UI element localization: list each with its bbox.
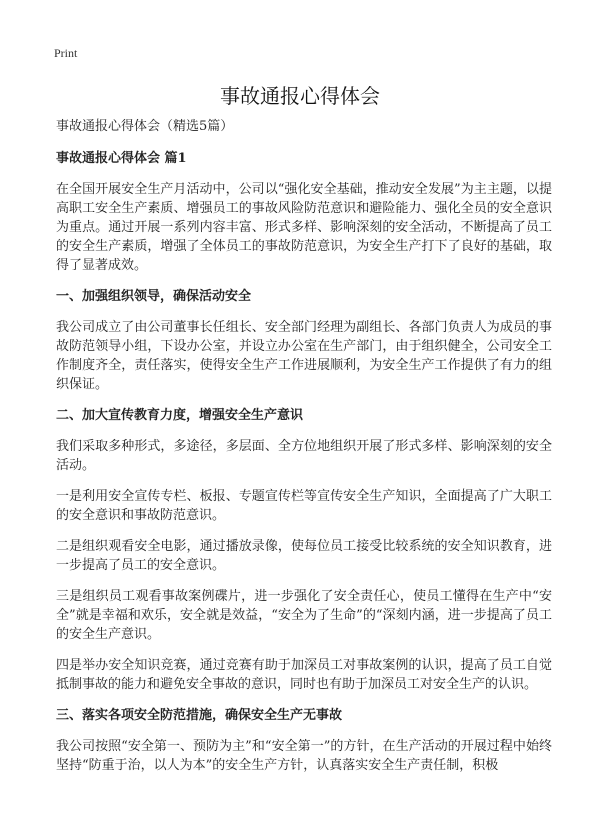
section-heading: 事故通报心得体会 篇1	[56, 151, 187, 166]
heading-1: 一、加强组织领导，确保活动安全	[56, 289, 252, 304]
paragraph-3: 一是利用安全宣传专栏、板报、专题宣传栏等宣传安全生产知识，全面提高了广大职工的安全意识和事故防范意识。	[56, 489, 552, 523]
print-link[interactable]: Print	[54, 46, 78, 60]
paragraph-5: 三是组织员工观看事故案例碟片，进一步强化了安全责任心，使员工懂得在生产中“安全”就是幸福和欢乐，安全就是效益，“安全为了生命”的“深刻内涵，进一步提高了员工的安全生产意识。	[56, 589, 552, 642]
paragraph-4: 二是组织观看安全电影，通过播放录像，使每位员工接受比较系统的安全知识教育，进一步提高了员工的安全意识。	[56, 539, 552, 573]
heading-2: 二、加大宣传教育力度，增强安全生产意识	[56, 408, 304, 423]
paragraph-1: 我公司成立了由公司董事长任组长、安全部门经理为副组长、各部门负责人为成员的事故防范领导小组，下设办公室，并设立办公室在生产部门，由于组织健全，公司安全工作制度齐全，责任落实，使得安全生产工作进展顺利，为安全生产工作提供了有力的组织保证。	[56, 320, 552, 392]
intro-paragraph: 在全国开展安全生产月活动中，公司以“强化安全基础，推动安全发展”为主主题，以提高职工安全生产素质、增强员工的事故风险防范意识和避险能力、强化全员的安全意识为重点。通过开展一系列内容丰富、形式多样、影响深刻的安全活动，不断提高了员工的安全生产素质，增强了全体员工的事故防范意识，为安全生产打下了良好的基础，取得了显著成效。	[56, 182, 552, 273]
page-title: 事故通报心得体会	[220, 84, 380, 108]
heading-3: 三、落实各项安全防范措施，确保安全生产无事故	[56, 708, 343, 723]
document-subtitle: 事故通报心得体会（精选5篇）	[56, 119, 234, 134]
document-body	[56, 117, 552, 787]
paragraph-6: 四是举办安全知识竞赛，通过竞赛有助于加深员工对事故案例的认识，提高了员工自觉抵制事故的能力和避免安全事故的意识，同时也有助于加深员工对安全生产的认识。	[56, 658, 552, 692]
paragraph-2: 我们采取多种形式，多途径，多层面、全方位地组织开展了形式多样、影响深刻的安全活动。	[56, 439, 552, 473]
paragraph-7: 我公司按照“安全第一、预防为主”和“安全第一”的方针，在生产活动的开展过程中始终坚持“防重于治，以人为本”的安全生产方针，认真落实安全生产责任制，积极	[56, 739, 552, 773]
